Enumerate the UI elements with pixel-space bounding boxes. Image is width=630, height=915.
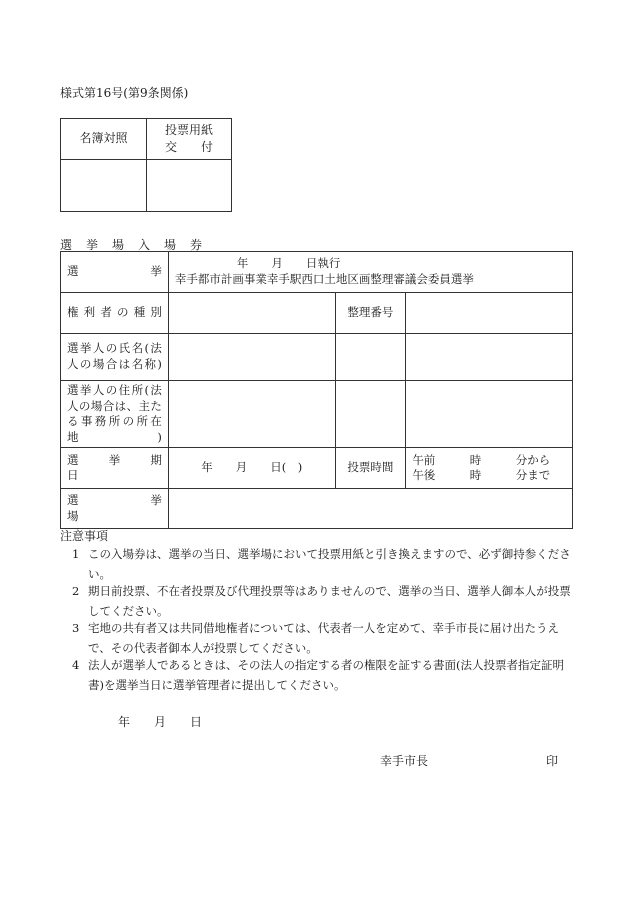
row-voter-address (61, 381, 573, 448)
note-number: 1 (72, 547, 80, 561)
note-item (72, 655, 572, 695)
election-value (168, 252, 572, 293)
election-label: 選 挙 (61, 252, 169, 293)
row-election-period (61, 448, 573, 489)
voter-name-value (168, 334, 335, 381)
register-check-header: 名簿対照 (61, 119, 147, 160)
row-voter-name (61, 334, 573, 381)
note-item (72, 581, 572, 621)
ballot-issue-header-line2: 交 付 (164, 140, 213, 154)
election-period-label: 選 挙 期 日 (61, 448, 169, 489)
serial-number-label: 整理番号 (335, 293, 406, 334)
voter-name-extra2 (406, 334, 573, 381)
note-text: 法人が選挙人であるときは、その法人の指定する者の権限を証する書面(法人投票者指定証明書)を選挙当日に選挙管理者に提出してください。 (88, 658, 564, 692)
election-period-value: 年 月 日( ) (168, 448, 335, 489)
form-number-title: 様式第16号(第9条関係) (60, 86, 189, 100)
admission-ticket-table (60, 251, 573, 529)
voting-time-value (406, 448, 573, 489)
note-number: 2 (72, 584, 80, 598)
note-text: 期日前投票、不在者投票及び代理投票等はありませんので、選挙の当日、選挙人御本人が投票してください。 (88, 584, 571, 618)
ballot-issue-header (147, 119, 232, 160)
voter-address-extra (335, 381, 406, 448)
mayor-signature-label: 幸手市長 (380, 754, 429, 768)
row-rights-type (61, 293, 573, 334)
election-place-value (168, 489, 572, 529)
note-number: 4 (72, 658, 80, 672)
voter-address-value (168, 381, 335, 448)
note-text: 宅地の共有者又は共同借地権者については、代表者一人を定めて、幸手市長に届け出たうえで、その代表者御本人が投票してください。 (88, 621, 560, 655)
voter-address-label: 選挙人の住所(法人の場合は、主たる事務所の所在地) (61, 381, 169, 448)
note-number: 3 (72, 621, 80, 635)
ticket-title: 選挙場入場券 (60, 238, 217, 252)
election-name: 幸手都市計画事業幸手駅西口土地区画整理審議会委員選挙 (174, 272, 474, 286)
voter-address-extra2 (406, 381, 573, 448)
seal-mark: 印 (546, 754, 559, 768)
row-election-place (61, 489, 573, 529)
voting-time-label: 投票時間 (335, 448, 406, 489)
voting-time-pm: 午後 時 分まで (412, 468, 551, 483)
election-place-label: 選 挙 場 (61, 489, 169, 529)
rights-type-value (168, 293, 335, 334)
voter-name-extra (335, 334, 406, 381)
row-election (61, 252, 573, 293)
register-check-cell (61, 160, 147, 212)
election-date-line: 年 月 日執行 (236, 256, 341, 271)
notes-heading: 注意事項 (60, 529, 109, 543)
note-text: この入場券は、選挙の当日、選挙場において投票用紙と引き換えますので、必ず御持参ください。 (88, 547, 571, 581)
voting-time-am: 午前 時 分から (412, 452, 551, 467)
ballot-issue-header-line1: 投票用紙 (164, 122, 213, 137)
note-item (72, 618, 572, 658)
note-item (72, 544, 572, 584)
serial-number-value (406, 293, 573, 334)
ballot-issue-cell (147, 160, 232, 212)
voter-name-label: 選挙人の氏名(法人の場合は名称) (61, 334, 169, 381)
check-table (60, 118, 232, 212)
issue-date-line: 年 月 日 (118, 715, 203, 729)
rights-type-label: 権 利 者 の 種 別 (61, 293, 169, 334)
